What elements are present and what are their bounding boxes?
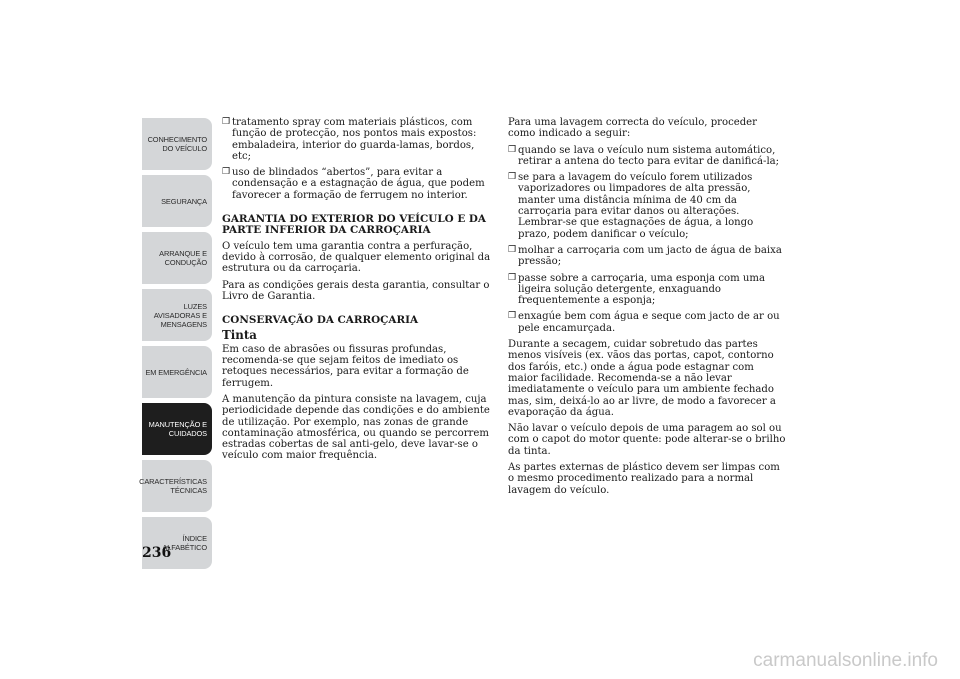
checkbox-bullet-icon: ❒ (508, 272, 517, 283)
section-heading-warranty: GARANTIA DO EXTERIOR DO VEÍCULO E DA PARTE INFERIOR DA CARROÇARIA (222, 213, 486, 237)
tab-conhecimento-do-veiculo[interactable]: CONHECIMENTO DO VEÍCULO (142, 118, 212, 170)
list-item-text: enxagúe bem com água e seque com jacto de ar ou pele encamurçada. (518, 311, 780, 334)
list-item (508, 311, 786, 334)
list-item-text: se para a lavagem do veículo forem utilizados vaporizadores ou limpadores de alta pressão, manter uma distância mínima de 40 cm da carroçaria para evitar danos ou alterações. Lembrar-se que estagnações de água, a longo prazo, podem danificar o veículo; (518, 172, 754, 240)
checkbox-bullet-icon: ❒ (508, 244, 517, 255)
list-item (222, 167, 494, 201)
paragraph: Para as condições gerais desta garantia, consultar o Livro de Garantia. (222, 279, 490, 302)
list-item-text: uso de blindados “abertos”, para evitar a condensação e a estagnação de água, que podem favorecer a formação de ferrugem no interior. (232, 167, 485, 201)
list-item-text: molhar a carroçaria com um jacto de água de baixa pressão; (518, 244, 782, 268)
list-item (508, 273, 786, 307)
tab-arranque-e-conducao[interactable]: ARRANQUE E CONDUÇÃO (142, 232, 212, 284)
tab-indice-alfabetico[interactable]: ÍNDICE ALFABÉTICO (142, 517, 212, 569)
right-column (508, 117, 786, 501)
list-item (508, 172, 786, 240)
paragraph: As partes externas de plástico devem ser limpas com o mesmo procedimento realizado para a normal lavagem do veículo. (508, 462, 780, 496)
tab-seguranca[interactable]: SEGURANÇA (142, 175, 212, 227)
tab-em-emergencia[interactable]: EM EMERGÊNCIA (142, 346, 212, 398)
list-item-text: passe sobre a carroçaria, uma esponja com uma ligeira solução detergente, enxaguando frequentemente a esponja; (518, 272, 765, 307)
tab-caracteristicas-tecnicas[interactable]: CARACTERÍSTICAS TÉCNICAS (142, 460, 212, 512)
checkbox-bullet-icon: ❒ (508, 172, 517, 183)
tab-luzes-avisadoras-e-mensagens[interactable]: LUZES AVISADORAS E MENSAGENS (142, 289, 212, 341)
paragraph: Durante a secagem, cuidar sobretudo das partes menos visíveis (ex. vãos das portas, capot, contorno dos faróis, etc.) onde a água pode estagnar com maior facilidade. Recomenda-se a não levar imediatamente o veículo para um ambiente fechado mas, sim, deixá-lo ao ar livre, de modo a favorecer a evaporação da água. (508, 339, 776, 418)
checkbox-bullet-icon: ❒ (222, 167, 231, 178)
list-item (508, 245, 786, 268)
chapter-tabs (139, 118, 212, 574)
page-number: 236 (142, 545, 172, 561)
checkbox-bullet-icon: ❒ (508, 311, 517, 322)
paragraph: Em caso de abrasões ou fissuras profundas, recomenda-se que sejam feitos de imediato os retoques necessários, para evitar a formação de ferrugem. (222, 343, 469, 389)
checkbox-bullet-icon: ❒ (508, 144, 517, 155)
paragraph: A manutenção da pintura consiste na lavagem, cuja periodicidade depende das condições e do ambiente de utilização. Por exemplo, nas zonas de grande contaminação atmosférica, ou quando se percorrem estradas cobertas de sal anti-gelo, deve lavar-se o veículo com maior frequência. (222, 393, 490, 462)
section-heading-conservation: CONSERVAÇÃO DA CARROÇARIA (222, 314, 419, 327)
list-item (508, 145, 786, 168)
paragraph: Para uma lavagem correcta do veículo, proceder como indicado a seguir: (508, 117, 757, 140)
left-column (222, 117, 494, 467)
paragraph: Não lavar o veículo depois de uma paragem ao sol ou com o capot do motor quente: pode alterar-se o brilho da tinta. (508, 423, 786, 457)
checkbox-bullet-icon: ❒ (222, 117, 231, 127)
list-item (222, 117, 494, 162)
tab-manutencao-e-cuidados[interactable]: MANUTENÇÃO E CUIDADOS (142, 403, 212, 455)
list-item-text: tratamento spray com materiais plásticos, com função de protecção, nos pontos mais expostos: embaladeira, interior do guarda-lamas, bordos, etc; (232, 117, 477, 162)
list-item-text: quando se lava o veículo num sistema automático, retirar a antena do tecto para evitar de danificá-la; (518, 144, 780, 167)
paragraph: O veículo tem uma garantia contra a perfuração, devido à corrosão, de qualquer elemento original da estrutura ou da carroçaria. (222, 240, 491, 275)
watermark-text: carmanualsonline.info (753, 650, 938, 671)
subheading-paint: Tinta (222, 328, 257, 343)
